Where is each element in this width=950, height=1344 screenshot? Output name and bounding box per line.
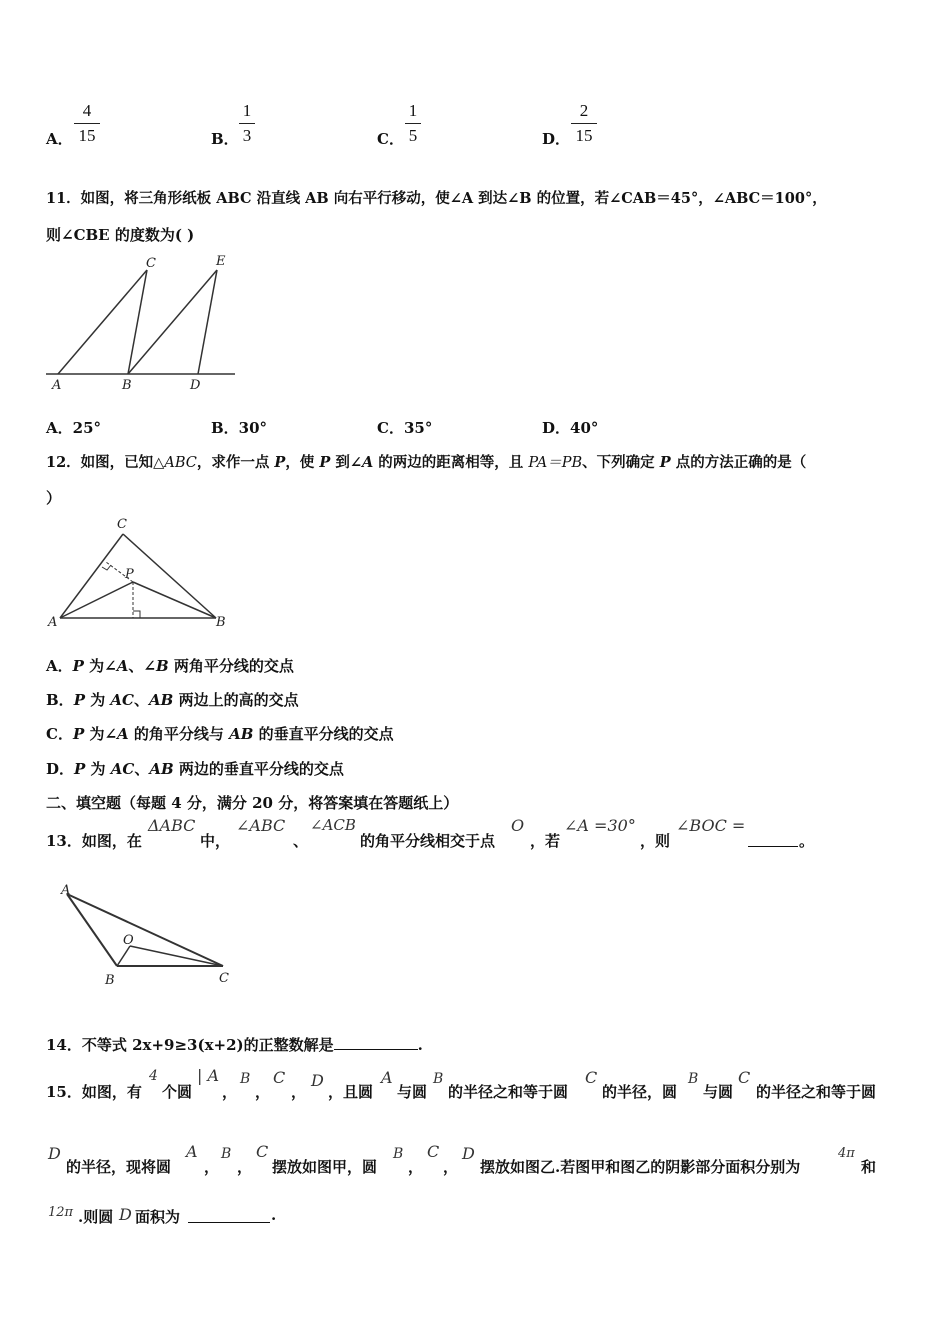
q11-label-d: D [190,378,201,393]
q13-math-point-o: O [511,816,525,835]
q10-option-c-fraction: 1 5 [405,101,421,146]
q12-stem-line1: 12．如图，已知△ABC，求作一点 P，使 P 到∠A 的两边的距离相等，且 PA＝PB、下列确定 P 点的方法正确的是（ [46,454,807,471]
q11-side-ac [58,270,147,374]
q13-label-b: B [105,973,115,988]
q10-option-a-label: A． [46,130,73,148]
q13-answer-blank[interactable] [748,846,798,847]
q13-segment-bo [117,946,130,966]
q10-option-d-fraction: 2 15 [571,101,597,146]
q13-math-angle-abc: ∠ABC [236,816,286,835]
q13-label-a: A [61,883,71,898]
q11-option-c: C．35° [377,419,433,437]
q11-option-d: D．40° [542,419,599,437]
q11-side-cb [128,270,147,374]
q10-option-b-fraction: 1 3 [239,101,255,146]
q13-math-angle-a-30: ∠A =30° [564,816,636,835]
q12-option-b: B．P 为 AC、AB 两边上的高的交点 [46,691,299,709]
q12-label-a: A [48,615,58,630]
q12-side-ac [60,534,123,618]
q12-label-p: P [125,567,134,582]
q13-side-ac [67,894,223,966]
q13-math-triangle-abc: ΔABC [148,816,196,835]
q13-segment-co [130,946,223,966]
q11-side-be [128,270,217,374]
q11-figure [40,250,240,395]
q11-label-a: A [52,378,62,393]
q11-label-e: E [216,254,226,269]
q13-math-angle-acb: ∠ACB [310,816,356,834]
q14-stem: 14．不等式 2x+9≥3(x+2)的正整数解是 . [46,1036,423,1054]
q10-option-b-label: B． [211,130,239,148]
q12-option-c: C．P 为∠A 的角平分线与 AB 的垂直平分线的交点 [46,725,394,743]
q11-option-b: B．30° [211,419,268,437]
q10-option-c-label: C． [377,130,404,148]
section-2-title: 二、填空题（每题 4 分，满分 20 分，将答案填在答题纸上） [46,794,459,812]
q13-label-o: O [123,933,134,948]
q12-option-d: D．P 为 AC、AB 两边的垂直平分线的交点 [46,760,344,778]
q12-option-a: A．P 为∠A、∠B 两角平分线的交点 [46,657,294,675]
q15-answer-blank[interactable] [188,1222,270,1223]
q14-answer-blank[interactable] [334,1049,418,1050]
q12-stem-line2: ） [46,489,62,507]
q11-side-ed [198,270,217,374]
q12-segment-pb [133,582,216,618]
q11-stem-line1: 11．如图，将三角形纸板 ABC 沿直线 AB 向右平行移动，使∠A 到达∠B 的位置，若∠CAB＝45°，∠ABC＝100°， [46,190,827,207]
q12-side-cb [123,534,216,618]
q12-label-c: C [117,517,127,532]
q13-label-c: C [219,971,229,986]
q10-option-d-label: D． [542,130,571,148]
q12-right-angle-mark-ab [133,611,140,618]
q11-stem-line2: 则∠CBE 的度数为( ) [46,226,195,244]
q13-math-angle-boc: ∠BOC = [676,816,746,835]
q11-label-b: B [122,378,132,393]
q10-option-a-fraction: 4 15 [74,101,100,146]
q12-figure [40,512,235,632]
q13-figure [55,880,240,990]
q11-label-c: C [146,256,156,271]
q12-segment-pa [60,582,133,618]
q12-right-angle-mark-ac [102,565,111,570]
q12-label-b: B [216,615,226,630]
q11-option-a: A．25° [46,419,102,437]
